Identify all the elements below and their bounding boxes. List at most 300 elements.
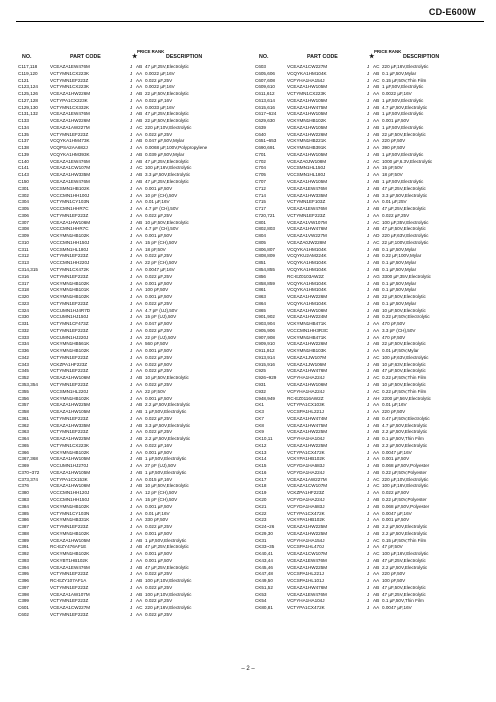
description: 0.022 µF,25V — [145, 212, 173, 218]
description: 0.22 µF,50V,Thin Film — [382, 375, 427, 381]
description: 0.022 µF,25V — [145, 571, 173, 577]
part-code: VCCCMN1HH100J — [50, 192, 90, 198]
rank-flag: J — [130, 185, 133, 191]
ref-no: C139 — [18, 151, 29, 157]
ref-no: C137 — [18, 138, 29, 144]
description: 0.022 µF,25V — [382, 212, 410, 218]
description: 220 µF,16V,Electrolytic — [145, 605, 192, 611]
part-code: VCEAZA1HW226M — [287, 341, 328, 347]
table-row — [18, 98, 244, 105]
description: 220 µF,16V,Electrolytic — [382, 64, 429, 69]
ref-no: CK13 — [255, 449, 267, 455]
part-code: VCTYMN1CX472K — [50, 266, 90, 272]
ref-no: C611,612 — [255, 91, 275, 97]
price-rank: AA — [373, 334, 380, 340]
ref-no: C376 — [18, 483, 29, 489]
rank-flag: J — [130, 456, 133, 462]
table-row — [255, 281, 483, 288]
rank-flag: J — [130, 239, 133, 245]
rank-flag: J — [130, 327, 133, 333]
price-rank: AC — [373, 375, 380, 381]
description: 0.022 µF,25V — [145, 524, 173, 530]
description: 0.015 µF,16V — [145, 476, 173, 482]
ref-no: CK15 — [255, 463, 267, 469]
ref-no: C370~372 — [18, 469, 40, 475]
description: 0.001 µF,50V — [382, 517, 410, 523]
rank-flag: J — [130, 375, 133, 381]
rank-flag: J — [130, 206, 133, 212]
ref-no: C861 — [255, 287, 266, 293]
ref-no: C363 — [18, 429, 29, 435]
rank-flag: J — [367, 605, 370, 611]
description: 0.22 µF,50V,Polyester — [382, 497, 427, 502]
ref-no: C602 — [18, 612, 29, 618]
price-rank: AB — [373, 260, 380, 266]
table-row — [18, 348, 244, 355]
description: 2.2 µF,50V,Electrolytic — [145, 402, 191, 408]
table-row — [18, 416, 244, 423]
ref-no: C357 — [18, 402, 29, 408]
description: 0.01 µF,16V — [145, 199, 170, 205]
ref-no: C135 — [18, 131, 29, 137]
price-rank: AB — [373, 584, 380, 590]
part-code: VCTYMN1EF223Z — [50, 354, 89, 360]
ref-no: C129,130 — [18, 104, 38, 110]
part-code: VCTYMN1EF223Z — [50, 584, 89, 590]
price-rank: AB — [373, 84, 380, 90]
price-rank: AA — [136, 266, 143, 272]
rank-flag: J — [367, 300, 370, 306]
table-row — [18, 396, 244, 403]
rank-flag: J — [367, 131, 370, 137]
table-row — [18, 274, 244, 281]
description: 10 µF,50V,Electrolytic — [145, 219, 189, 225]
part-code: VCEAZA1JW106M — [287, 361, 327, 367]
table-row — [255, 511, 483, 518]
ref-no: CK53 — [255, 591, 267, 597]
ref-no: C392 — [18, 551, 29, 557]
price-rank: AA — [136, 199, 143, 205]
description: 15 pF,50V — [382, 165, 403, 171]
part-code: VCTYMN1CX223K — [50, 84, 90, 90]
ref-no: C806,807 — [255, 246, 275, 252]
description: 100 µF,10V,Electrolytic — [145, 591, 192, 597]
rank-flag: J — [367, 584, 370, 590]
description: 0.01 µF,50V,Mylar — [382, 348, 419, 354]
ref-no: C119,120 — [18, 70, 38, 76]
description: 18 pF,50V — [382, 172, 403, 178]
price-rank: AA — [136, 415, 143, 421]
ref-no: C925 — [255, 368, 266, 374]
price-rank: AA — [136, 253, 143, 259]
price-rank: AA — [373, 449, 380, 455]
ref-no: C133 — [18, 118, 29, 124]
rank-flag: J — [367, 84, 370, 90]
table-row — [18, 402, 244, 409]
table-row — [18, 84, 244, 91]
description: 0.022 µF,25V — [145, 300, 173, 306]
part-code: VCKYPA1HB102K — [287, 456, 325, 462]
table-row — [18, 91, 244, 98]
price-rank: AA — [136, 239, 143, 245]
part-code: VCKZPA1HF223Z — [287, 490, 325, 496]
description: 0.1 µF,50V,Mylar — [382, 280, 417, 286]
description: 0.022 µF,25V — [145, 598, 173, 604]
price-rank: AB — [373, 70, 380, 76]
table-row — [18, 260, 244, 267]
rank-flag: J — [130, 226, 133, 232]
ref-no: CK8 — [255, 422, 264, 428]
table-row — [255, 389, 483, 396]
table-row — [255, 490, 483, 497]
price-rank: AB — [136, 469, 143, 475]
part-code: VCKYMN1HB102K — [50, 503, 90, 509]
part-code: VCTYMN1EF223Z — [50, 381, 89, 387]
parts-list-right — [255, 64, 483, 612]
ref-no: C333 — [18, 334, 29, 340]
rank-flag: J — [130, 77, 133, 83]
table-row — [255, 598, 483, 605]
description: 0.0022 µF,16V — [145, 84, 175, 90]
header-star: ★ — [369, 54, 375, 60]
table-row — [255, 571, 483, 578]
ref-no: C373,374 — [18, 476, 38, 482]
description: 0.022 µF,25V — [145, 584, 173, 590]
description: 0.047 µF,50V,Mylar — [145, 138, 185, 144]
description: 0.022 µF,25V — [145, 327, 173, 333]
part-code: VCEAZA1VW227M — [287, 233, 327, 239]
ref-no: CK18 — [255, 483, 267, 489]
part-code: VCKYMN1HB471K — [287, 321, 327, 327]
description: 0.022 µF,25V — [145, 381, 173, 387]
table-row — [18, 551, 244, 558]
model-number: CD-E600W — [428, 7, 476, 17]
ref-no: C931 — [255, 381, 266, 387]
rank-flag: J — [130, 497, 133, 502]
ref-no: C702 — [255, 158, 266, 164]
table-row — [18, 179, 244, 186]
table-row — [18, 287, 244, 294]
part-code: VCTYMN1EF223Z — [50, 612, 89, 618]
price-rank: AA — [373, 348, 380, 354]
part-code: VCCUMN1HJ270J — [50, 463, 89, 469]
table-row — [255, 220, 483, 227]
ref-no: C615,616 — [255, 104, 275, 110]
price-rank: AA — [373, 321, 380, 327]
ref-no: C397 — [18, 584, 29, 590]
part-code: VCEAZA1HW475M — [287, 422, 328, 428]
table-row — [255, 558, 483, 565]
price-rank: AA — [136, 104, 143, 110]
ref-no: C125,126 — [18, 91, 38, 97]
price-rank: AA — [136, 368, 143, 374]
header-rule — [16, 21, 484, 22]
price-rank: AA — [136, 388, 143, 394]
rank-flag: J — [130, 530, 133, 536]
table-row — [255, 585, 483, 592]
rank-flag: J — [130, 395, 133, 401]
part-code: VCCSPA1HL470J — [287, 544, 324, 550]
price-rank: AB — [136, 375, 143, 381]
rank-flag: J — [130, 341, 133, 347]
price-rank: AA — [136, 442, 143, 448]
description: 0.022 µF,25V — [145, 354, 173, 360]
table-row — [255, 287, 483, 294]
table-row — [255, 423, 483, 430]
part-code: VCKYBT1HB102K — [50, 557, 89, 563]
part-code: VCFYDA1HA224J — [287, 469, 325, 475]
rank-flag: J — [130, 605, 133, 611]
price-rank: AA — [136, 287, 143, 293]
part-code: VCEAZA1CW227M — [287, 64, 328, 69]
price-rank: AA — [136, 341, 143, 347]
rank-flag: J — [130, 503, 133, 509]
part-code: VCTYPA1CX472K — [287, 605, 325, 611]
price-rank: AB — [373, 598, 380, 604]
price-rank: AA — [136, 185, 143, 191]
column-header — [18, 26, 244, 64]
price-rank: AA — [373, 145, 380, 151]
rank-flag: J — [367, 273, 370, 279]
description: 220 pF,50V — [382, 409, 406, 415]
price-rank: AA — [136, 212, 143, 218]
part-code: VCTYMN1EF223Z — [50, 212, 89, 218]
rank-flag: J — [367, 409, 370, 415]
part-code: VCCSPA1HL221J — [287, 571, 324, 577]
price-rank: AA — [136, 612, 143, 618]
price-rank: AA — [136, 381, 143, 387]
price-rank: AB — [373, 314, 380, 320]
price-rank: AC — [373, 551, 380, 557]
header-no: NO. — [22, 54, 32, 60]
rank-flag: J — [130, 388, 133, 394]
description: 0.068 µF,50V,Polyester — [382, 463, 430, 469]
part-code: VCEAZA1CW107M — [287, 551, 328, 557]
description: 2.2 µF,50V,Electrolytic — [382, 564, 428, 570]
description: 0.001 µF,50V — [145, 551, 173, 557]
rank-flag: J — [367, 253, 370, 259]
ref-no: CK21 — [255, 503, 267, 509]
rank-flag: J — [367, 246, 370, 252]
ref-no: C851 — [255, 260, 266, 266]
description: 0.0022 µF,16V — [145, 70, 175, 76]
ref-no: C310 — [18, 239, 29, 245]
table-row — [255, 348, 483, 355]
ref-no: C915,916 — [255, 361, 275, 367]
table-row — [18, 504, 244, 511]
rank-flag: J — [367, 503, 370, 509]
rank-flag: J — [130, 111, 133, 117]
price-rank: AC — [136, 605, 143, 611]
part-code: VCKYMN1HB102K — [50, 395, 90, 401]
ref-no: C361 — [18, 415, 29, 421]
rank-flag: J — [367, 70, 370, 76]
part-code: VCTYMN1EF223Z — [50, 524, 89, 530]
description: 0.001 µF,50V — [382, 456, 410, 462]
description: 1 µF,50V,Electrolytic — [145, 537, 187, 543]
part-code: VCEAZA1CW107M — [50, 165, 91, 171]
table-row — [255, 396, 483, 403]
price-rank: AB — [136, 483, 143, 489]
description: 0.022 µF,25V — [145, 415, 173, 421]
rank-flag: J — [130, 172, 133, 178]
ref-no: CK33~35 — [255, 544, 275, 550]
rank-flag: J — [130, 510, 133, 516]
price-rank: AB — [373, 307, 380, 313]
price-rank: AB — [373, 266, 380, 272]
table-row — [18, 341, 244, 348]
price-rank: AA — [136, 233, 143, 239]
description: 22 pF (CH),50V — [145, 260, 178, 266]
price-rank: AB — [373, 226, 380, 232]
rank-flag: J — [130, 199, 133, 205]
description: 12 pF (CH),50V — [145, 490, 178, 496]
table-row — [18, 463, 244, 470]
table-row — [18, 409, 244, 416]
ref-no: C317 — [18, 280, 29, 286]
table-row — [18, 328, 244, 335]
ref-no: C330 — [18, 314, 29, 320]
description: 0.068 µF,50V,Polyester — [382, 503, 430, 509]
rank-flag: J — [367, 111, 370, 117]
part-code: VCEAZA1HW105M — [287, 84, 328, 90]
part-code: VCEAZA1HW105M — [50, 469, 91, 475]
description: 0.001 µF,50V — [145, 294, 173, 300]
table-row — [255, 362, 483, 369]
rank-flag: J — [367, 348, 370, 354]
price-rank: AB — [136, 151, 143, 157]
table-row — [18, 71, 244, 78]
table-row — [255, 538, 483, 545]
price-rank: AC — [373, 537, 380, 543]
part-code: VCEAZA1EW476M — [287, 557, 327, 563]
part-code: VCEAZA0JW228M — [287, 239, 327, 245]
table-row — [255, 429, 483, 436]
price-rank: AB — [136, 219, 143, 225]
price-rank: AA — [373, 578, 380, 584]
table-row — [18, 247, 244, 254]
table-row — [18, 206, 244, 213]
description: 0.01 µF,16V — [382, 402, 407, 408]
table-row — [255, 328, 483, 335]
rank-flag: J — [367, 537, 370, 543]
price-rank: AA — [136, 260, 143, 266]
table-row — [18, 308, 244, 315]
description: 1 µF,50V,Electrolytic — [145, 469, 187, 475]
ref-no: C141 — [18, 165, 29, 171]
table-row — [255, 382, 483, 389]
table-row — [255, 91, 483, 98]
ref-no: CK54 — [255, 598, 267, 604]
table-row — [18, 565, 244, 572]
description: 0.001 µF,50V — [145, 348, 173, 354]
rank-flag: J — [130, 612, 133, 618]
description: 47 µF,25V,Electrolytic — [382, 557, 426, 563]
part-code: VCTYMN1EF223Z — [50, 131, 89, 137]
part-code: VCKYMN1HB102K — [50, 530, 90, 536]
price-rank: AA — [136, 354, 143, 360]
price-rank: AA — [373, 118, 380, 124]
ref-no: C331 — [18, 321, 29, 327]
description: 1 µF,50V,Electrolytic — [382, 151, 424, 157]
part-code: VCEAZA1HW335M — [50, 172, 91, 178]
rank-flag: J — [367, 375, 370, 381]
rank-flag: J — [367, 239, 370, 245]
ref-no: C121 — [18, 77, 29, 83]
table-row — [18, 362, 244, 369]
rank-flag: J — [130, 368, 133, 374]
part-code: RC-EZY107AF1A — [50, 578, 87, 584]
table-row — [255, 105, 483, 112]
description: 1 µF,50V,Electrolytic — [382, 124, 424, 130]
part-code: VCFYHA1HA154J — [287, 77, 325, 83]
table-row — [18, 517, 244, 524]
description: 330 pF,50V — [145, 517, 169, 523]
price-rank: AA — [373, 402, 380, 408]
table-row — [255, 504, 483, 511]
rank-flag: J — [130, 517, 133, 523]
part-code: VCEAZA1HW225M — [50, 402, 91, 408]
rank-flag: J — [367, 172, 370, 178]
rank-flag: J — [130, 449, 133, 455]
part-code: VCKYMN1HB101K — [50, 287, 90, 293]
table-row — [255, 253, 483, 260]
rank-flag: J — [130, 118, 133, 124]
description: 22 µF,50V,Electrolytic — [145, 118, 189, 124]
description: 0.022 µF,16V — [145, 442, 173, 448]
rank-flag: J — [367, 165, 370, 171]
description: 0.15 µF,50V,Thin Film — [382, 77, 427, 83]
ref-no: C334 — [18, 341, 29, 347]
table-row — [18, 355, 244, 362]
description: 0.001 µF,50V — [145, 233, 173, 239]
ref-no: C343 — [18, 361, 29, 367]
table-row — [255, 233, 483, 240]
table-row — [18, 165, 244, 172]
table-row — [255, 605, 483, 612]
table-row — [255, 409, 483, 416]
description: 100 pF,50V — [145, 287, 169, 293]
rank-flag: J — [130, 544, 133, 550]
part-code: VCEAZA1HW106M — [287, 307, 328, 313]
part-code: VCFYDA1HA683J — [287, 463, 325, 469]
ref-no: C311 — [18, 246, 29, 252]
table-row — [18, 585, 244, 592]
price-rank: AB — [373, 557, 380, 563]
table-row — [255, 84, 483, 91]
rank-flag: J — [130, 463, 133, 469]
rank-flag: J — [367, 422, 370, 428]
price-rank: AB — [373, 151, 380, 157]
part-code: VCCCMN1HH3R3C — [287, 327, 329, 333]
price-rank: AB — [136, 578, 143, 584]
table-row — [18, 253, 244, 260]
rank-flag: J — [367, 294, 370, 300]
table-row — [255, 450, 483, 457]
ref-no: C801 — [255, 219, 266, 225]
table-row — [255, 321, 483, 328]
rank-flag: J — [130, 476, 133, 482]
rank-flag: J — [130, 490, 133, 496]
description: 1 µF,50V,Electrolytic — [382, 111, 424, 117]
header-price-rank: PRICE RANK — [137, 49, 165, 54]
part-code: VCTYMN1EF223Z — [50, 327, 89, 333]
table-row — [18, 240, 244, 247]
description: 100 µF,16V,Electrolytic — [382, 551, 429, 557]
ref-no: C720,721 — [255, 212, 275, 218]
price-rank: AB — [136, 544, 143, 550]
part-code: VCEAZA0JW108M — [287, 158, 327, 164]
